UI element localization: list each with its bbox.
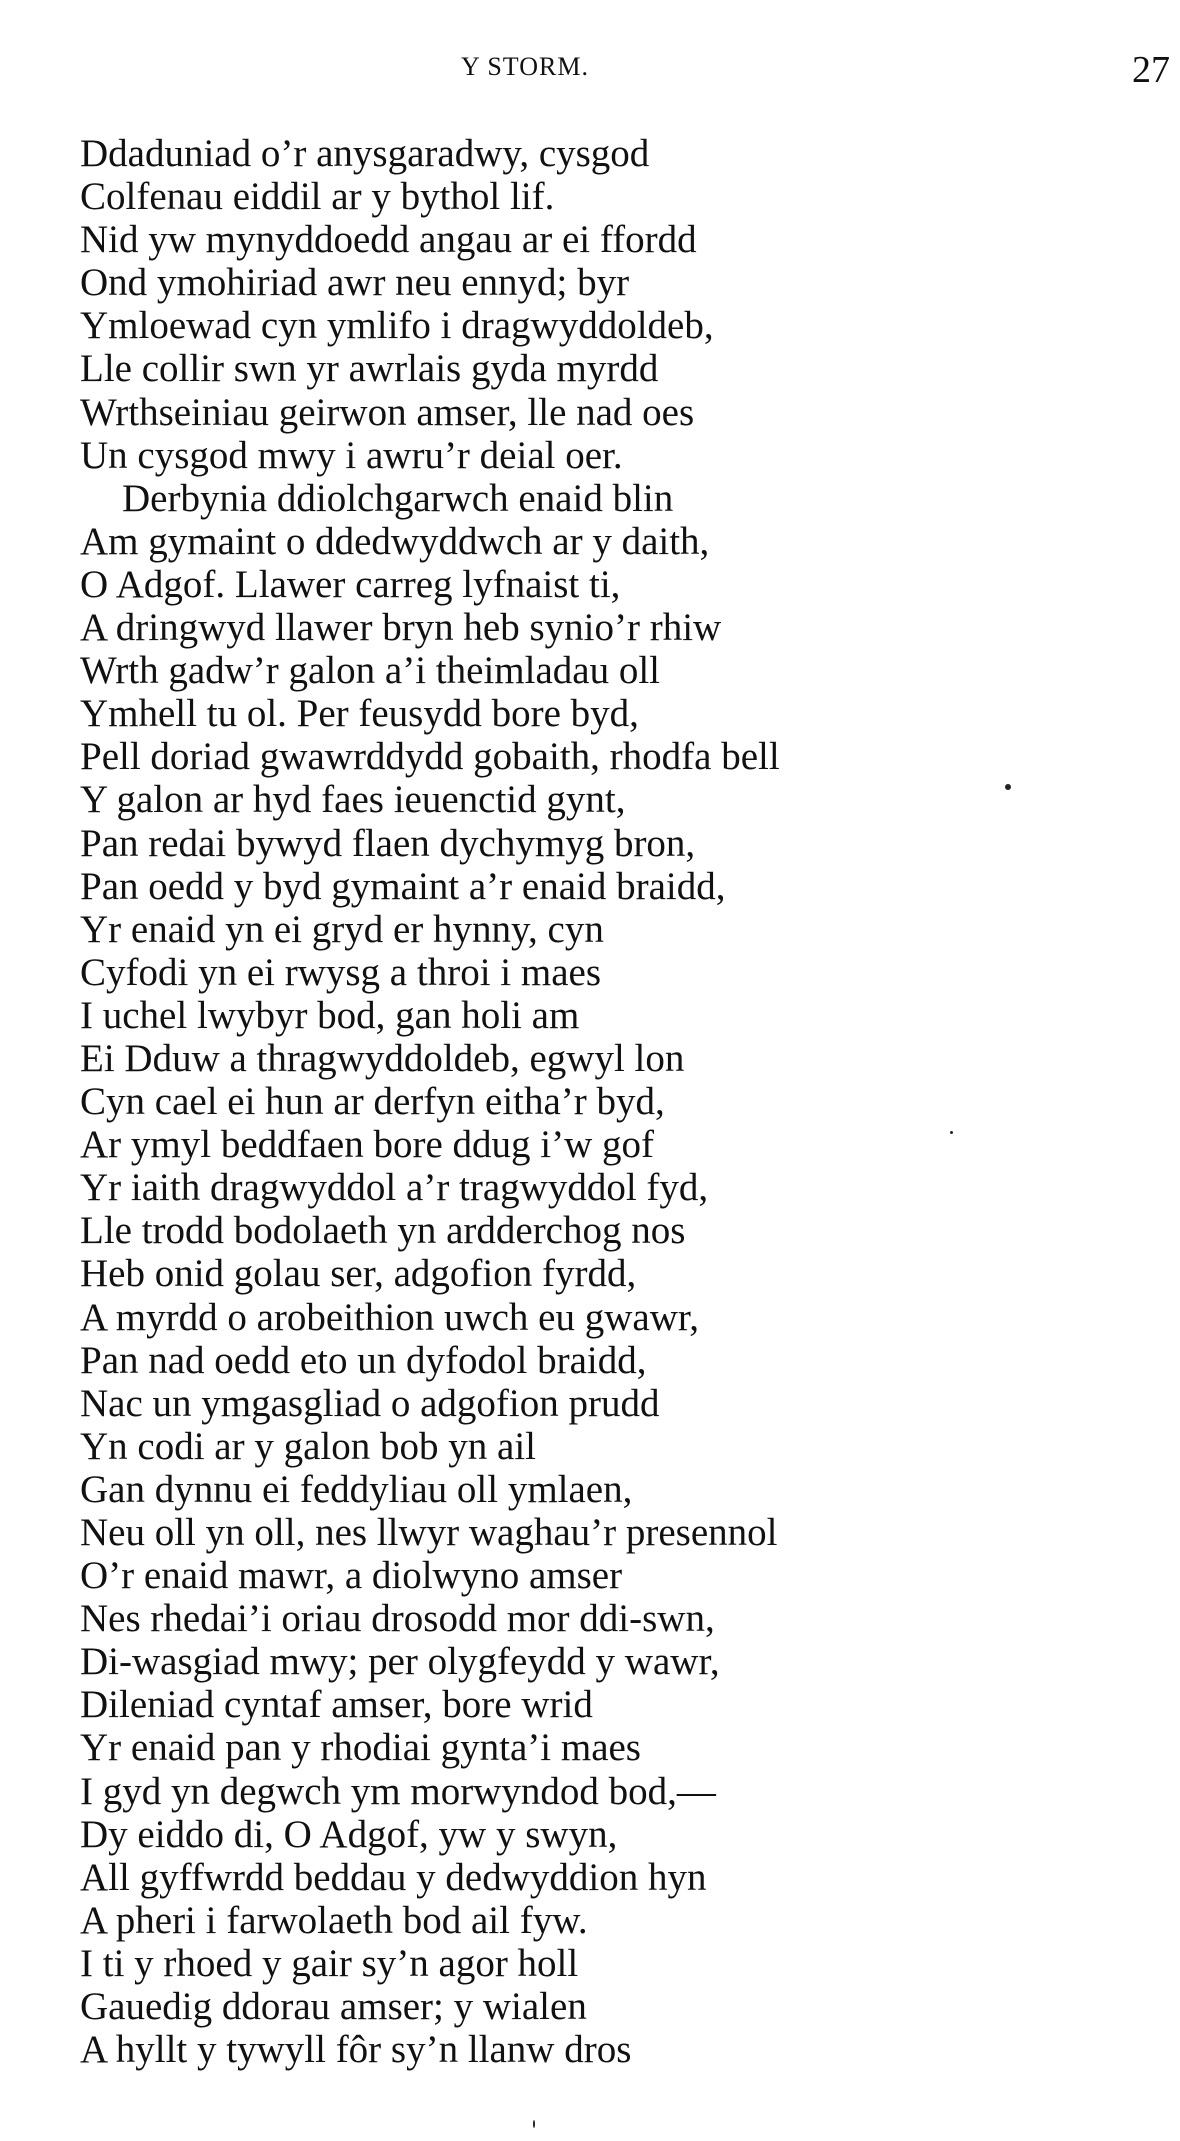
poem-line: Yn codi ar y galon bob yn ail xyxy=(80,1424,536,1468)
running-head xyxy=(0,49,1180,92)
ink-speck xyxy=(950,1131,953,1134)
poem-line: A dringwyd llawer bryn heb synio’r rhiw xyxy=(80,606,722,650)
poem-line: Ddaduniad o’r anysgaradwy, cysgod xyxy=(80,132,650,175)
poem-line: Colfenau eiddil ar y bythol lif. xyxy=(80,175,555,219)
ink-speck xyxy=(533,2120,535,2128)
poem-line: Pell doriad gwawrddydd gobaith, rhodfa bell xyxy=(80,735,780,779)
poem-line: Dileniad cyntaf amser, bore wrid xyxy=(80,1683,593,1727)
poem-line: Ymloewad cyn ymlifo i dragwyddoldeb, xyxy=(80,304,714,348)
page-header-title: Y STORM. xyxy=(461,52,589,81)
poem-line: A hyllt y tywyll fôr sy’n llanw dros xyxy=(80,2028,632,2072)
poem-line: Cyn cael ei hun ar derfyn eitha’r byd, xyxy=(80,1080,665,1124)
poem-line: Ar ymyl beddfaen bore ddug i’w gof xyxy=(80,1123,655,1167)
ink-speck xyxy=(1005,784,1011,790)
poem-line: Nid yw mynyddoedd angau ar ei ffordd xyxy=(80,218,697,262)
poem-line: O Adgof. Llawer carreg lyfnaist ti, xyxy=(80,562,621,606)
poem-line: All gyffwrdd beddau y dedwyddion hyn xyxy=(80,1855,707,1899)
poem-line: Dy eiddo di, O Adgof, yw y swyn, xyxy=(80,1812,618,1856)
poem-line: Nac un ymgasgliad o adgofion prudd xyxy=(80,1381,660,1425)
poem-line: I ti y rhoed y gair sy’n agor holl xyxy=(80,1941,579,1985)
poem-line: A pheri i farwolaeth bod ail fyw. xyxy=(80,1898,588,1942)
poem-line: Cyfodi yn ei rwysg a throi i maes xyxy=(80,950,601,994)
poem-line: A myrdd o arobeithion uwch eu gwawr, xyxy=(80,1295,700,1339)
poem-line: I gyd yn degwch ym morwyndod bod,— xyxy=(80,1769,716,1813)
poem-line: Nes rhedai’i oriau drosodd mor ddi-swn, xyxy=(80,1597,715,1641)
poem-line: Derbynia ddiolchgarwch enaid blin xyxy=(122,476,674,520)
poem-line: Gauedig ddorau amser; y wialen xyxy=(80,1985,587,2029)
poem-line: Wrth gadw’r galon a’i theimladau oll xyxy=(80,649,660,693)
poem-line: Un cysgod mwy i awru’r deial oer. xyxy=(80,433,623,477)
poem-line: Yr iaith dragwyddol a’r tragwyddol fyd, xyxy=(80,1166,709,1210)
poem-line: Gan dynnu ei feddyliau oll ymlaen, xyxy=(80,1467,633,1511)
poem-line: Lle trodd bodolaeth yn ardderchog nos xyxy=(80,1209,686,1253)
poem-line: I uchel lwybyr bod, gan holi am xyxy=(80,993,580,1037)
poem-line: Pan oedd y byd gymaint a’r enaid braidd, xyxy=(80,864,726,908)
page-number: 27 xyxy=(1132,49,1170,91)
poem-line: Heb onid golau ser, adgofion fyrdd, xyxy=(80,1252,637,1296)
poem-line: Lle collir swn yr awrlais gyda myrdd xyxy=(80,347,659,391)
poem-line: Pan redai bywyd flaen dychymyg bron, xyxy=(80,821,696,865)
poem-line: Wrthseiniau geirwon amser, lle nad oes xyxy=(80,390,695,434)
poem-line: Neu oll yn oll, nes llwyr waghau’r presennol xyxy=(80,1511,778,1554)
poem-line: Yr enaid yn ei gryd er hynny, cyn xyxy=(80,907,604,951)
poem-line: Ei Dduw a thragwyddoldeb, egwyl lon xyxy=(80,1036,685,1080)
poem-body xyxy=(80,132,1080,2071)
poem-line: Ond ymohiriad awr neu ennyd; byr xyxy=(80,261,630,305)
poem-line: Di-wasgiad mwy; per olygfeydd y wawr, xyxy=(80,1640,720,1684)
poem-line: O’r enaid mawr, a diolwyno amser xyxy=(80,1554,623,1598)
poem-line: Ymhell tu ol. Per feusydd bore byd, xyxy=(80,692,639,736)
poem-line: Yr enaid pan y rhodiai gynta’i maes xyxy=(80,1726,641,1770)
poem-line: Y galon ar hyd faes ieuenctid gynt, xyxy=(80,778,626,822)
poem-line: Am gymaint o ddedwyddwch ar y daith, xyxy=(80,519,710,563)
poem-line: Pan nad oedd eto un dyfodol braidd, xyxy=(80,1338,647,1382)
